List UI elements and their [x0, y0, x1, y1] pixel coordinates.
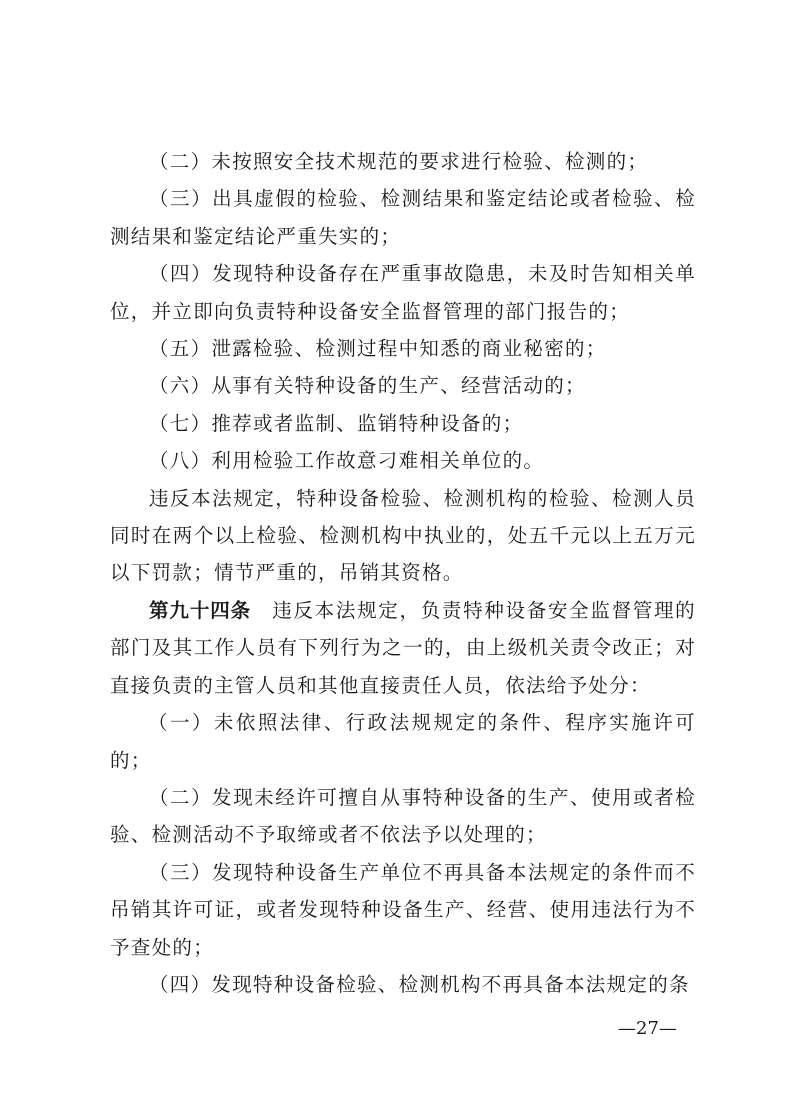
- paragraph-item-6: （六）从事有关特种设备的生产、经营活动的；: [149, 374, 586, 398]
- article-heading: 第九十四条: [149, 598, 252, 622]
- paragraph-item-2: （二）未按照安全技术规范的要求进行检验、检测的；: [149, 150, 649, 173]
- paragraph-item-3: （三）出具虚假的检验、检测结果和鉴定结论或者检验、检测结果和鉴定结论严重失实的；: [110, 187, 696, 248]
- paragraph-item-4: （四）发现特种设备存在严重事故隐患，未及时告知相关单位，并立即向负责特种设备安全监督管理的部门报告的；: [110, 262, 696, 323]
- paragraph-penalty-clause: 违反本法规定，特种设备检验、检测机构的检验、检测人员同时在两个以上检验、检测机构中执业的，处五千元以上五万元以下罚款；情节严重的，吊销其资格。: [110, 486, 696, 585]
- page-number: —27—: [618, 1018, 677, 1039]
- paragraph-item-8: （八）利用检验工作故意刁难相关单位的。: [149, 449, 545, 473]
- article-94-item-1: （一）未依照法律、行政法规规定的条件、程序实施许可的；: [110, 711, 696, 772]
- article-94-text: 违反本法规定，负责特种设备安全监督管理的部门及其工作人员有下列行为之一的，由上级机关责令改正；对直接负责的主管人员和其他直接责任人员，依法给予处分：: [110, 598, 696, 697]
- article-94: [110, 592, 696, 704]
- article-94-item-2: （二）发现未经许可擅自从事特种设备的生产、使用或者检验、检测活动不予取缔或者不依法予以处理的；: [110, 785, 696, 847]
- paragraph-item-7: （七）推荐或者监制、监销特种设备的；: [149, 411, 524, 435]
- paragraph-item-5: （五）泄露检验、检测过程中知悉的商业秘密的；: [149, 337, 607, 361]
- article-94-item-4: （四）发现特种设备检验、检测机构不再具备本法规定的条: [149, 972, 690, 996]
- article-94-item-3: （三）发现特种设备生产单位不再具备本法规定的条件而不吊销其许可证，或者发现特种设备生产、经营、使用违法行为不予查处的；: [110, 860, 696, 959]
- body-text: [110, 143, 696, 1003]
